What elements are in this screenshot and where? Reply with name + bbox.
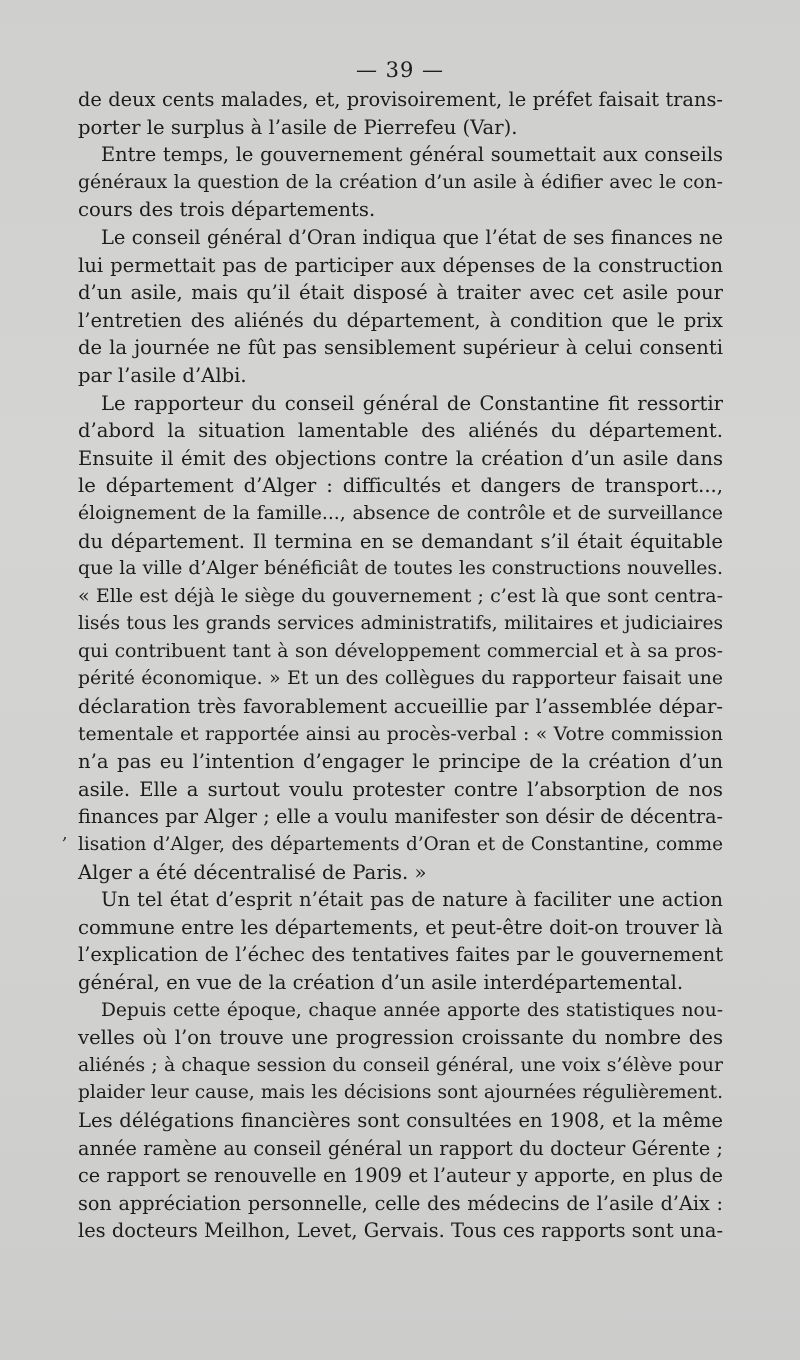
text-line: Un tel état d’esprit n’était pas de nature à faciliter une action [101, 888, 723, 912]
text-line: éloignement de la famille..., absence de contrôle et de surveillance [78, 502, 723, 524]
text-line: tementale et rapportée ainsi au procès-verbal : « Votre commission [78, 723, 723, 745]
text-line: cours des trois départements. [78, 198, 376, 222]
text-line: les docteurs Meilhon, Levet, Gervais. Tous ces rapports sont una- [78, 1219, 723, 1243]
text-line: de la journée ne fût pas sensiblement supérieur à celui consenti [78, 336, 723, 360]
text-line: Entre temps, le gouvernement général soumettait aux conseils [101, 143, 723, 167]
text-line: ce rapport se renouvelle en 1909 et l’auteur y apporte, en plus de [78, 1164, 723, 1188]
text-line: son appréciation personnelle, celle des médecins de l’asile d’Aix : [78, 1191, 723, 1215]
text-line: général, en vue de la création d’un asile interdépartemental. [78, 971, 684, 994]
text-line: d’abord la situation lamentable des aliénés du département. [78, 419, 723, 443]
text-line: asile. Elle a surtout voulu protester contre l’absorption de nos [78, 777, 723, 801]
page-number: — 39 — [355, 58, 445, 82]
text-line: n’a pas eu l’intention d’engager le principe de la création d’un [78, 750, 723, 774]
text-line: l’entretien des aliénés du département, à condition que le prix [78, 308, 723, 332]
text-line: velles où l’on trouve une progression croissante du nombre des [78, 1026, 723, 1050]
text-line: Ensuite il émit des objections contre la création d’un asile dans [78, 446, 723, 470]
text-line: de deux cents malades, et, provisoirement, le préfet faisait trans- [78, 88, 723, 111]
text-line: commune entre les départements, et peut-être doit-on trouver là [78, 915, 723, 939]
text-line: Depuis cette époque, chaque année apporte des statistiques nou- [101, 999, 723, 1021]
text-line: déclaration très favorablement accueillie par l’assemblée dépar- [78, 695, 723, 719]
text-line: qui contribuent tant à son développement commercial et à sa pros- [78, 640, 723, 662]
text-line: par l’asile d’Albi. [78, 363, 247, 387]
text-line: Le conseil général d’Oran indiqua que l’état de ses finances ne [101, 225, 723, 249]
text-line: lui permettait pas de participer aux dépenses de la construction [78, 253, 723, 277]
text-line: l’explication de l’échec des tentatives faites par le gouvernement [78, 943, 723, 967]
margin-mark: , [62, 823, 68, 844]
text-line: Alger a été décentralisé de Paris. » [78, 860, 427, 884]
text-line: année ramène au conseil général un rapport du docteur Gérente ; [78, 1136, 723, 1160]
text-line: le département d’Alger : difficultés et dangers de transport..., [78, 474, 723, 498]
text-line: lisation d’Alger, des départements d’Oran et de Constantine, comme [78, 834, 723, 856]
text-line: finances par Alger ; elle a voulu manifester son désir de décentra- [78, 805, 723, 829]
text-line: Les délégations financières sont consultées en 1908, et la même [78, 1108, 723, 1132]
text-line: porter le surplus à l’asile de Pierrefeu (Var). [78, 115, 518, 139]
text-line: aliénés ; à chaque session du conseil général, une voix s’élève pour [78, 1054, 723, 1076]
text-line: périté économique. » Et un des collègues du rapporteur faisait une [78, 668, 723, 690]
text-line: généraux la question de la création d’un asile à édifier avec le con- [78, 171, 723, 193]
text-line: plaider leur cause, mais les décisions sont ajournées régulièrement. [78, 1082, 723, 1104]
text-line: lisés tous les grands services administratifs, militaires et judiciaires [78, 613, 723, 635]
body-text [78, 86, 723, 1245]
text-line: que la ville d’Alger bénéficiât de toutes les constructions nouvelles. [78, 558, 723, 580]
text-line: « Elle est déjà le siège du gouvernement ; c’est là que sont centra- [78, 584, 723, 607]
text-line: Le rapporteur du conseil général de Constantine fit ressortir [101, 391, 723, 415]
text-line: du département. Il termina en se demandant s’il était équitable [78, 529, 723, 553]
text-line: d’un asile, mais qu’il était disposé à traiter avec cet asile pour [78, 281, 723, 305]
